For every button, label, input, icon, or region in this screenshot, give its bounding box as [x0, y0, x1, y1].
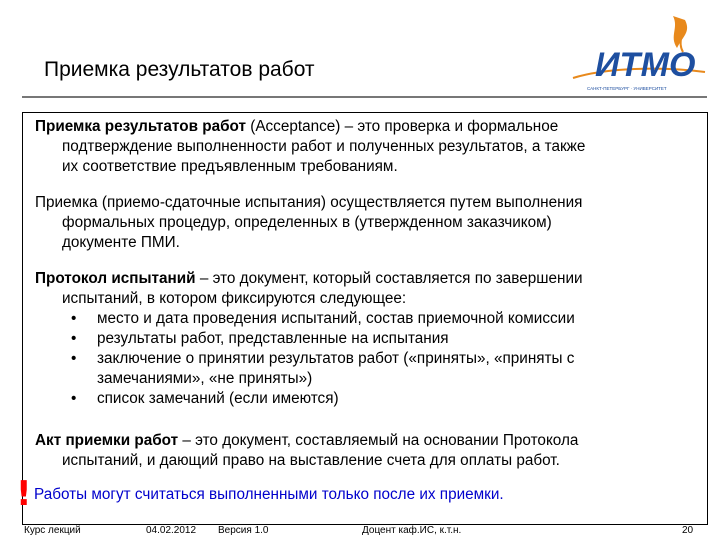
exclamation-icon: !: [16, 474, 32, 514]
paragraph-test-protocol: Протокол испытаний – это документ, который составляется по завершении испытаний, в котором фиксируются следующее: • место и дата проведения испытаний, состав приемочной комиссии • результаты работ, представленные на испытания • заключение о принятии результатов работ («приняты», «приняты с замечаниями», «не приняты») • список замечаний (если имеются): [35, 269, 700, 409]
footer-page-number: 20: [682, 525, 694, 536]
paragraph-acceptance-tests: Приемка (приемо-сдаточные испытания) осуществляется путем выполнения формальных процедур, определенных в (утвержденном заказчиком) документе ПМИ.: [35, 194, 583, 251]
term-acceptance: Приемка результатов работ: [35, 118, 246, 135]
logo-text: ИТМО: [595, 46, 696, 84]
footer-version: Версия 1.0: [218, 525, 269, 536]
content-box: [22, 112, 708, 525]
list-item: • место и дата проведения испытаний, состав приемочной комиссии: [71, 310, 575, 327]
important-note: Работы могут считаться выполненными только после их приемки.: [34, 486, 504, 503]
footer-date: 04.02.2012: [146, 525, 197, 536]
list-item: • список замечаний (если имеются): [71, 390, 339, 407]
footer-course: Курс лекций: [24, 525, 81, 536]
slide-title: Приемка результатов работ: [44, 58, 315, 81]
list-item: • заключение о принятии результатов работ («приняты», «приняты с замечаниями», «не приняты»): [71, 350, 575, 387]
paragraph-acceptance-act: Акт приемки работ – это документ, составляемый на основании Протокола испытаний, и дающий право на выставление счета для оплаты работ.: [35, 432, 579, 469]
title-divider: [22, 96, 707, 98]
list-item: • результаты работ, представленные на испытания: [71, 330, 449, 347]
logo-subtitle: САНКТ-ПЕТЕРБУРГ · УНИВЕРСИТЕТ: [587, 86, 667, 91]
itmo-logo: [565, 14, 710, 94]
term-act: Акт приемки работ: [35, 432, 179, 449]
paragraph-acceptance: Приемка результатов работ (Acceptance) – это проверка и формальное подтверждение выполненности работ и полученных результатов, а также их соответствие предъявленным требованиям.: [35, 118, 586, 175]
term-protocol: Протокол испытаний: [35, 270, 196, 287]
footer-author: Доцент каф.ИС, к.т.н.: [362, 525, 462, 536]
